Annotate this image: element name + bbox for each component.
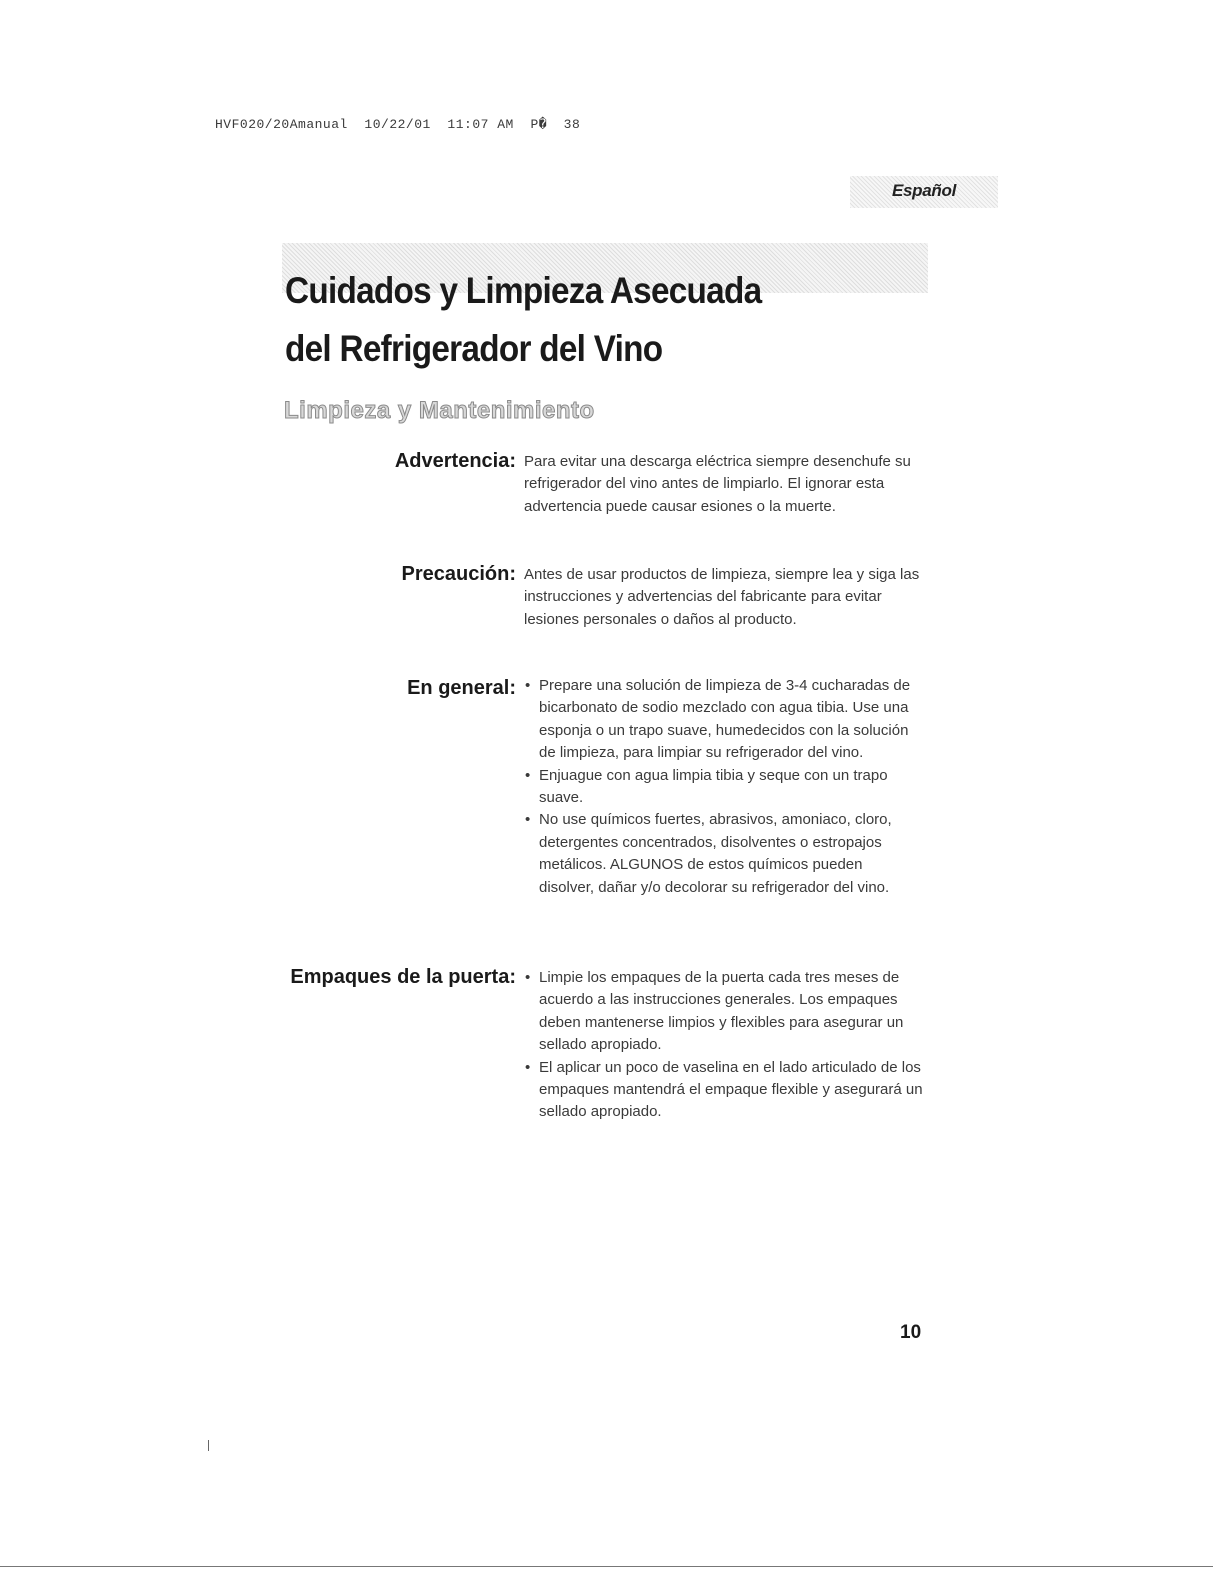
warning-text: Para evitar una descarga eléctrica siempre desenchufe su refrigerador del vino antes de limpiarlo. El ignorar esta advertencia puede causar esiones o la muerte. xyxy=(524,453,911,515)
warning-text-block xyxy=(524,451,929,518)
general-bullet-item: • Prepare una solución de limpieza de 3-4 cucharadas de bicarbonato de sodio mezclado con agua tibia. Use una esponja o un trapo suave, humedecidos con la solución de limpieza, para limpiar su refrigerador del vino. xyxy=(524,675,916,765)
caution-label: Precaución: xyxy=(401,563,516,585)
language-tab xyxy=(850,176,998,208)
print-slug: HVF020/20Amanual 10/22/01 11:07 AM P� 38 xyxy=(215,117,581,132)
warning-label: Advertencia: xyxy=(394,450,516,472)
door-gaskets-bullet-item: • El aplicar un poco de vaselina en el lado articulado de los empaques mantendrá el empaque flexible y asegurará un sellado apropiado. xyxy=(524,1057,929,1124)
caution-text: Antes de usar productos de limpieza, siempre lea y siga las instrucciones y advertencias del fabricante para evitar lesiones personales o daños al producto. xyxy=(524,566,920,628)
door-gaskets-bullet-list xyxy=(524,967,929,1124)
margin-tick-mark xyxy=(208,1440,209,1451)
general-bullet-list xyxy=(524,675,916,899)
section-heading: Limpieza y Mantenimiento xyxy=(284,397,595,424)
page-bottom-rule xyxy=(0,1566,1213,1567)
caution-text-block xyxy=(524,564,929,631)
page-title-line-2: del Refrigerador del Vino xyxy=(285,328,663,369)
door-gaskets-bullet-item: • Limpie los empaques de la puerta cada tres meses de acuerdo a las instrucciones generales. Los empaques deben mantenerse limpios y flexibles para asegurar un sellado apropiado. xyxy=(524,967,929,1057)
general-label: En general: xyxy=(407,677,516,699)
page-number: 10 xyxy=(900,1322,922,1343)
general-bullet-item: • No use químicos fuertes, abrasivos, amoniaco, cloro, detergentes concentrados, disolventes o estropajos metálicos. ALGUNOS de estos químicos pueden disolver, dañar y/o decolorar su refrigerador del vino. xyxy=(524,809,916,899)
door-gaskets-label: Empaques de la puerta: xyxy=(290,966,516,988)
language-tab-label: Español xyxy=(891,181,956,200)
page-title xyxy=(285,262,761,378)
general-bullet-item: • Enjuague con agua limpia tibia y seque con un trapo suave. xyxy=(524,765,916,810)
page-title-line-1: Cuidados y Limpieza Asecuada xyxy=(285,270,762,311)
